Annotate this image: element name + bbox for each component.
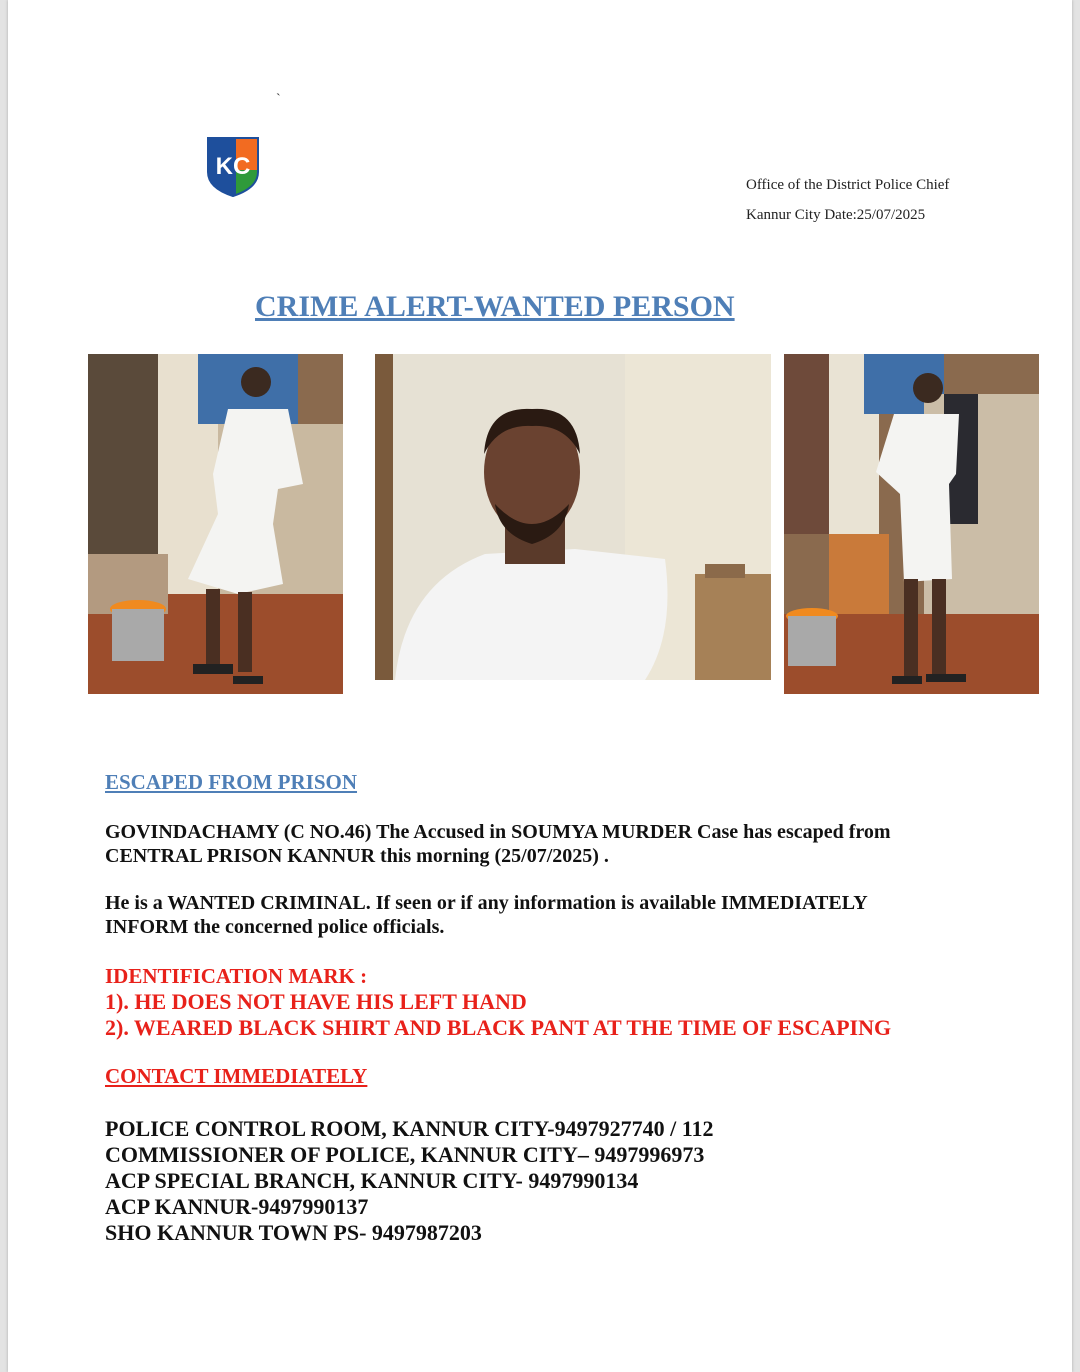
face-photo-center	[375, 354, 771, 680]
stray-mark: `	[276, 92, 281, 107]
full-length-photo-left	[88, 354, 343, 694]
wanted-notice-line-1: He is a WANTED CRIMINAL. If seen or if any information is available IMMEDIATELY	[105, 892, 868, 914]
contact-commissioner: COMMISSIONER OF POLICE, KANNUR CITY– 9497996973	[105, 1142, 705, 1167]
escape-details-line-1: GOVINDACHAMY (C NO.46) The Accused in SOUMYA MURDER Case has escaped from	[105, 821, 891, 843]
logo-text: KC	[215, 153, 251, 180]
document-page	[8, 0, 1072, 1372]
office-line-1: Office of the District Police Chief	[746, 177, 950, 193]
identification-heading: IDENTIFICATION MARK :	[105, 964, 368, 988]
office-date-line: Kannur City Date:25/07/2025	[746, 207, 926, 223]
contact-control-room: POLICE CONTROL ROOM, KANNUR CITY-9497927740 / 112	[105, 1116, 714, 1141]
page-title: CRIME ALERT-WANTED PERSON	[255, 290, 735, 323]
escaped-heading: ESCAPED FROM PRISON	[105, 770, 358, 794]
identification-marks	[105, 963, 891, 1041]
escape-details-line-2: CENTRAL PRISON KANNUR this morning (25/07/2025) .	[105, 845, 609, 867]
identification-item-2: 2). WEARED BLACK SHIRT AND BLACK PANT AT THE TIME OF ESCAPING	[105, 1015, 892, 1040]
identification-item-1: 1). HE DOES NOT HAVE HIS LEFT HAND	[105, 989, 527, 1014]
kannur-city-police-logo	[206, 136, 260, 198]
contact-list	[105, 1116, 714, 1246]
contact-heading: CONTACT IMMEDIATELY	[105, 1064, 368, 1088]
escape-details	[105, 820, 1005, 868]
contact-sho-kannur-town: SHO KANNUR TOWN PS- 9497987203	[105, 1220, 482, 1245]
contact-acp-kannur: ACP KANNUR-9497990137	[105, 1194, 369, 1219]
full-length-photo-right	[784, 354, 1039, 694]
office-address	[746, 170, 949, 230]
wanted-notice-line-2: INFORM the concerned police officials.	[105, 916, 445, 938]
wanted-notice	[105, 891, 1005, 939]
contact-acp-special-branch: ACP SPECIAL BRANCH, KANNUR CITY- 9497990134	[105, 1168, 639, 1193]
